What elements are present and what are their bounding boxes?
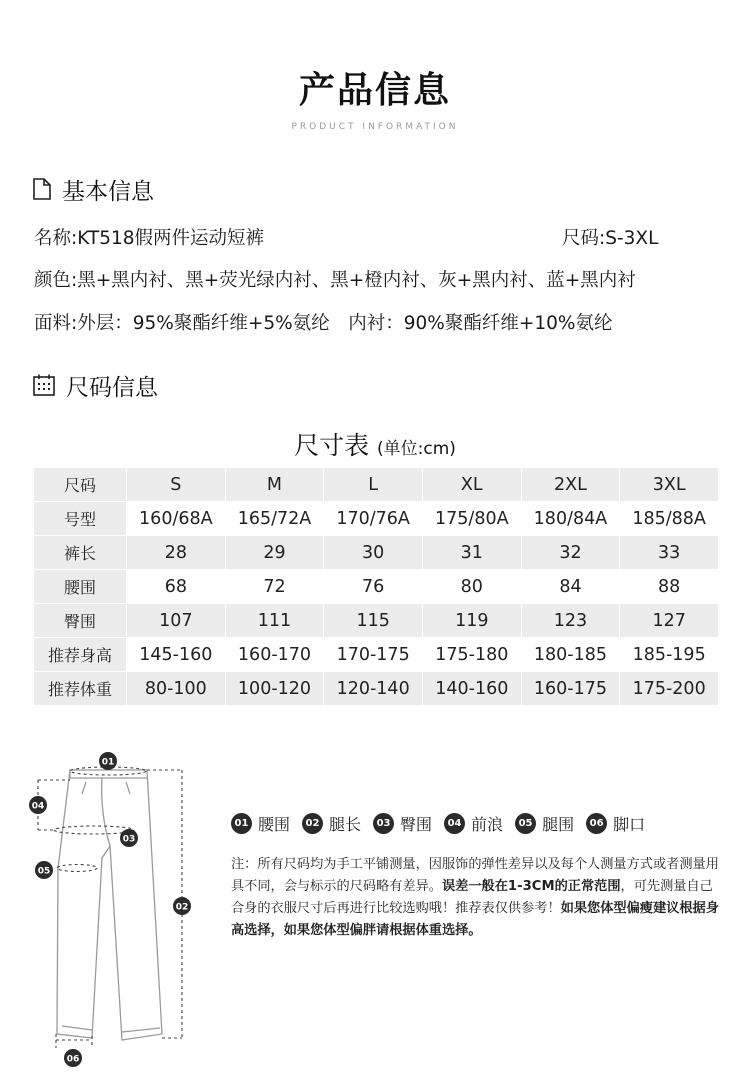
row-label: 尺码 (34, 468, 127, 502)
row-label: 推荐体重 (34, 672, 127, 706)
legend-label: 腿围 (542, 815, 575, 834)
table-cell: 140-160 (422, 672, 521, 706)
table-cell: 76 (324, 570, 423, 604)
legend-number: 06 (586, 813, 607, 834)
legend-item (231, 812, 290, 835)
table-cell: S (127, 468, 226, 502)
row-label: 臀围 (34, 604, 127, 638)
size-info-title: 尺码信息 (66, 374, 158, 401)
marker-05 (35, 861, 53, 879)
marker-03 (120, 829, 138, 847)
basic-info-title: 基本信息 (62, 178, 154, 205)
table-cell: 111 (225, 604, 324, 638)
table-cell: 29 (225, 536, 324, 570)
table-cell: 160/68A (127, 502, 226, 536)
row-label: 裤长 (34, 536, 127, 570)
table-cell: 180/84A (521, 502, 620, 536)
size-table (33, 467, 719, 706)
table-row (34, 570, 719, 604)
table-cell: 123 (521, 604, 620, 638)
product-colors: 颜色:黑+黑内衬、黑+荧光绿内衬、黑+橙内衬、灰+黑内衬、蓝+黑内衬 (34, 270, 636, 291)
svg-text:06: 06 (66, 1054, 80, 1065)
legend-number: 05 (515, 813, 536, 834)
table-row (34, 638, 719, 672)
table-row (34, 604, 719, 638)
table-cell: 3XL (620, 468, 719, 502)
svg-text:02: 02 (175, 902, 189, 913)
document-icon (32, 178, 52, 200)
legend-item (373, 812, 432, 835)
size-table-title (0, 426, 750, 462)
table-cell: 185/88A (620, 502, 719, 536)
legend-item (302, 812, 361, 835)
table-row (34, 536, 719, 570)
table-cell: 107 (127, 604, 226, 638)
product-fabric: 面料:外层：95%聚酯纤维+5%氨纶 内衬：90%聚酯纤维+10%氨纶 (34, 313, 613, 334)
table-cell: 72 (225, 570, 324, 604)
table-cell: 160-170 (225, 638, 324, 672)
table-cell: 180-185 (521, 638, 620, 672)
table-cell: 31 (422, 536, 521, 570)
table-cell: 32 (521, 536, 620, 570)
page-title: 产品信息 (298, 70, 451, 111)
measurement-note (231, 854, 723, 942)
table-row (34, 468, 719, 502)
measurement-legend (231, 812, 645, 835)
size-info-heading (32, 370, 158, 400)
table-cell: XL (422, 468, 521, 502)
row-label: 腰围 (34, 570, 127, 604)
table-cell: 80 (422, 570, 521, 604)
legend-label: 腰围 (258, 815, 291, 834)
marker-02 (173, 897, 191, 915)
table-cell: 175-180 (422, 638, 521, 672)
legend-number: 01 (231, 813, 252, 834)
product-name: 名称:KT518假两件运动短裤 (34, 228, 265, 249)
table-cell: 100-120 (225, 672, 324, 706)
table-cell: 119 (422, 604, 521, 638)
legend-label: 腿长 (329, 815, 362, 834)
table-row (34, 672, 719, 706)
note-text-2: ，可先测量自己合身的衣服尺寸后再进行比较选购哦！推荐表仅供参考！ (231, 879, 713, 916)
legend-item (444, 812, 503, 835)
note-emphasis: 误差一般在1-3CM的正常范围 (442, 879, 621, 894)
basic-info-heading (32, 174, 154, 204)
legend-item (515, 812, 574, 835)
legend-number: 04 (444, 813, 465, 834)
svg-text:03: 03 (122, 834, 136, 845)
table-cell: 115 (324, 604, 423, 638)
legend-label: 脚口 (613, 815, 646, 834)
product-size-range: 尺码:S-3XL (562, 228, 659, 249)
table-cell: 68 (127, 570, 226, 604)
legend-label: 臀围 (400, 815, 433, 834)
table-cell: 120-140 (324, 672, 423, 706)
table-cell: 145-160 (127, 638, 226, 672)
table-cell: 170/76A (324, 502, 423, 536)
note-text: 注：所有尺码均为手工平铺测量，因服饰的弹性差异以及每个人测量方式或者测量用具不同，会与标示的尺码略有差异。 (231, 857, 719, 894)
legend-label: 前浪 (471, 815, 504, 834)
size-table-title-text: 尺寸表 (294, 431, 370, 460)
table-cell: 28 (127, 536, 226, 570)
table-row (34, 502, 719, 536)
table-cell: 185-195 (620, 638, 719, 672)
row-label: 推荐身高 (34, 638, 127, 672)
table-cell: 80-100 (127, 672, 226, 706)
svg-text:05: 05 (37, 866, 51, 877)
marker-01 (99, 752, 117, 770)
marker-04 (29, 796, 47, 814)
calendar-icon (32, 373, 56, 397)
table-cell: 84 (521, 570, 620, 604)
row-label: 号型 (34, 502, 127, 536)
marker-06 (64, 1049, 82, 1067)
table-cell: L (324, 468, 423, 502)
svg-text:01: 01 (101, 757, 115, 768)
table-cell: 165/72A (225, 502, 324, 536)
page-subtitle: PRODUCT INFORMATION (291, 122, 459, 132)
table-cell: 175/80A (422, 502, 521, 536)
pants-diagram (22, 748, 197, 1070)
legend-item (586, 812, 645, 835)
table-cell: 175-200 (620, 672, 719, 706)
legend-number: 03 (373, 813, 394, 834)
table-cell: 170-175 (324, 638, 423, 672)
legend-number: 02 (302, 813, 323, 834)
svg-text:04: 04 (31, 801, 45, 812)
table-cell: 30 (324, 536, 423, 570)
note-emphasis-2: 如果您体型偏瘦建议根据身高选择，如果您体型偏胖请根据体重选择。 (231, 901, 719, 938)
table-cell: 88 (620, 570, 719, 604)
table-cell: 2XL (521, 468, 620, 502)
size-table-unit: (单位:cm) (377, 439, 456, 459)
table-cell: 127 (620, 604, 719, 638)
table-cell: 160-175 (521, 672, 620, 706)
table-cell: M (225, 468, 324, 502)
table-cell: 33 (620, 536, 719, 570)
